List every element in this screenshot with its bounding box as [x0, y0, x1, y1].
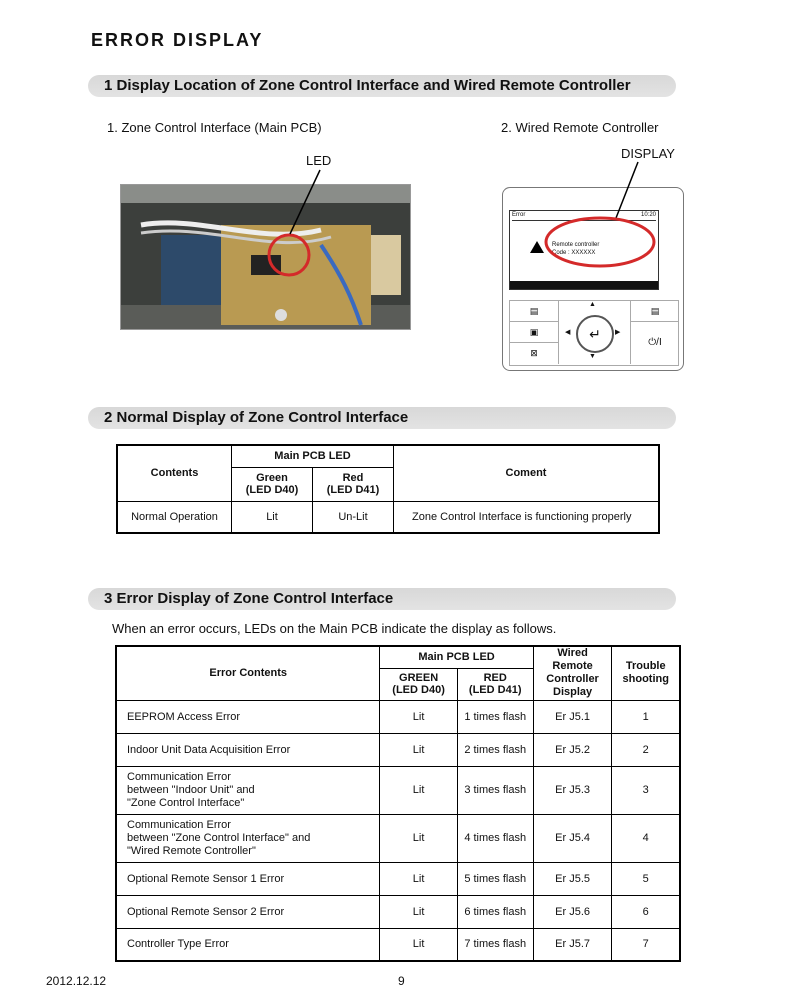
green-cell: Lit [380, 862, 457, 895]
header-green: GREEN (LED D40) [380, 668, 457, 700]
header-red: RED (LED D41) [457, 668, 533, 700]
red-cell: 3 times flash [457, 766, 533, 814]
red-cell: 4 times flash [457, 814, 533, 862]
error-contents-cell: Controller Type Error [116, 928, 380, 961]
screen-message-2: Code : XXXXXX [552, 250, 596, 256]
menu-button-icon[interactable]: ▤ [510, 301, 559, 322]
led-pointer-line [280, 168, 330, 238]
table-row [116, 895, 680, 928]
display-cell: Er J5.2 [533, 733, 612, 766]
up-arrow-icon[interactable]: ▲ [589, 301, 596, 308]
display-highlight [500, 160, 690, 270]
table-row [116, 928, 680, 961]
power-button-icon[interactable]: ⏻/I [630, 322, 679, 364]
display-cell: Er J5.3 [533, 766, 612, 814]
fan-button-icon[interactable]: ⊠ [510, 343, 559, 364]
section-1-title: 1 Display Location of Zone Control Interface and Wired Remote Controller [104, 77, 631, 94]
troubleshooting-cell: 6 [612, 895, 680, 928]
troubleshooting-cell: 3 [612, 766, 680, 814]
header-troubleshooting: Trouble shooting [612, 646, 680, 700]
green-cell: Lit [380, 895, 457, 928]
normal-contents-cell: Normal Operation [117, 501, 232, 533]
table-row [116, 814, 680, 862]
error-contents-cell: Communication Error between "Indoor Unit" and "Zone Control Interface" [116, 766, 380, 814]
timer-button-icon[interactable]: ▤ [630, 301, 679, 322]
display-cell: Er J5.1 [533, 700, 612, 733]
remote-button-panel [509, 300, 679, 366]
display-cell: Er J5.7 [533, 928, 612, 961]
footer-date: 2012.12.12 [46, 974, 107, 988]
red-cell: 6 times flash [457, 895, 533, 928]
green-cell: Lit [380, 700, 457, 733]
down-arrow-icon[interactable]: ▼ [589, 353, 596, 360]
screen-clock: 10:20 [640, 212, 656, 218]
error-contents-cell: Indoor Unit Data Acquisition Error [116, 733, 380, 766]
screen-error-label: Error [512, 212, 526, 218]
section-2-header [88, 407, 676, 429]
page-number: 9 [398, 974, 405, 988]
error-contents-cell: Communication Error between "Zone Control Interface" and "Wired Remote Controller" [116, 814, 380, 862]
red-cell: 1 times flash [457, 700, 533, 733]
table-row [116, 700, 680, 733]
green-cell: Lit [380, 766, 457, 814]
troubleshooting-cell: 7 [612, 928, 680, 961]
display-label: DISPLAY [621, 146, 675, 161]
pcb-illustration [121, 185, 410, 329]
screen-status-bar [510, 281, 658, 289]
red-cell: 2 times flash [457, 733, 533, 766]
green-cell: Lit [380, 928, 457, 961]
green-cell: Lit [380, 733, 457, 766]
header-comment: Coment [394, 445, 660, 501]
troubleshooting-cell: 5 [612, 862, 680, 895]
troubleshooting-cell: 2 [612, 733, 680, 766]
troubleshooting-cell: 1 [612, 700, 680, 733]
green-cell: Lit [380, 814, 457, 862]
error-contents-cell: EEPROM Access Error [116, 700, 380, 733]
section-1-header [88, 75, 676, 97]
header-error-contents: Error Contents [116, 646, 380, 700]
red-cell: 7 times flash [457, 928, 533, 961]
header-green: Green (LED D40) [232, 467, 313, 501]
section-3-header [88, 588, 676, 610]
enter-button-icon[interactable]: ↵ [576, 315, 614, 353]
right-arrow-icon[interactable]: ▶ [615, 329, 621, 336]
table-row [116, 766, 680, 814]
normal-green-cell: Lit [232, 501, 313, 533]
table-row [116, 733, 680, 766]
error-display-table [115, 645, 681, 962]
red-cell: 5 times flash [457, 862, 533, 895]
mode-button-icon[interactable]: ▣ [510, 322, 559, 343]
table-row [116, 862, 680, 895]
display-cell: Er J5.5 [533, 862, 612, 895]
normal-display-table [116, 444, 660, 534]
header-main-pcb-led: Main PCB LED [380, 646, 533, 668]
screen-message-1: Remote controller [552, 242, 600, 248]
left-arrow-icon[interactable]: ◀ [565, 329, 571, 336]
header-wired-remote-display: Wired Remote Controller Display [533, 646, 612, 700]
normal-red-cell: Un-Lit [313, 501, 394, 533]
display-cell: Er J5.4 [533, 814, 612, 862]
header-red: Red (LED D41) [313, 467, 394, 501]
troubleshooting-cell: 4 [612, 814, 680, 862]
section-3-intro: When an error occurs, LEDs on the Main PCB indicate the display as follows. [112, 621, 557, 636]
header-main-pcb-led: Main PCB LED [232, 445, 394, 467]
normal-comment-cell: Zone Control Interface is functioning properly [394, 501, 660, 533]
error-contents-cell: Optional Remote Sensor 1 Error [116, 862, 380, 895]
zone-control-caption: 1. Zone Control Interface (Main PCB) [107, 120, 322, 135]
display-cell: Er J5.6 [533, 895, 612, 928]
led-label: LED [306, 153, 332, 168]
main-pcb-photo [120, 184, 411, 330]
wired-remote-caption: 2. Wired Remote Controller [501, 120, 659, 135]
page-title: ERROR DISPLAY [91, 30, 264, 50]
section-2-title: 2 Normal Display of Zone Control Interface [104, 409, 409, 426]
section-3-title: 3 Error Display of Zone Control Interface [104, 590, 394, 607]
header-contents: Contents [117, 445, 232, 501]
error-contents-cell: Optional Remote Sensor 2 Error [116, 895, 380, 928]
